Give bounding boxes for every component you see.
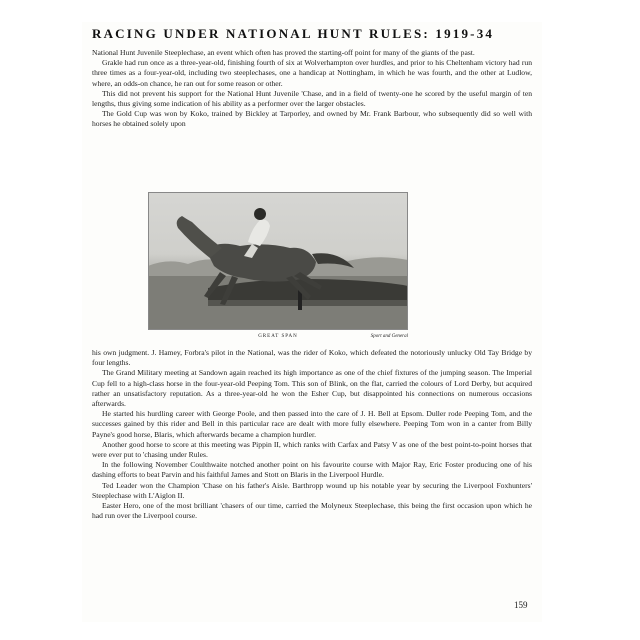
running-head: RACING UNDER NATIONAL HUNT RULES: 1919-34 bbox=[92, 26, 495, 41]
paragraph: In the following November Coulthwaite notched another point on his favourite course with Major Ray, Eric Foster producing one of his dashing efforts to beat Parvin and his faithful James and Stott on Blaris in the Liverpool Hurdle. bbox=[92, 460, 532, 480]
paragraph: National Hunt Juvenile Steeplechase, an event which often has proved the starting-off point for many of the giants of the past. bbox=[92, 48, 475, 57]
photo-caption: GREAT SPAN bbox=[258, 334, 298, 339]
paragraph: Ted Leader won the Champion 'Chase on his father's Aisle. Barthropp wound up his notable year by securing the Liverpool Foxhunters' Steeplechase with L'Aiglon II. bbox=[92, 480, 532, 500]
paragraph: Easter Hero, one of the most brilliant 'chasers of our time, carried the Molyneux Steeplechase, this being the first occasion upon which he had run over the Liverpool course. bbox=[92, 501, 532, 521]
paragraph: Grakle had run once as a three-year-old, finishing fourth of six at Wolverhampton over hurdles, and prior to his Cheltenham victory had run three times as a four-year-old, including two steeplechases, one a handicap at Nottingham, in which he was fourth, and the other at Ludlow, where, an odds-on chance, he ran out for some reason or other. bbox=[92, 58, 532, 88]
paragraph: his own judgment. J. Hamey, Forbra's pilot in the National, was the rider of Koko, which defeated the notoriously unlucky Old Tay Bridge by four lengths. bbox=[92, 348, 532, 368]
paragraph: He started his hurdling career with George Poole, and then passed into the care of J. H. Bell at Epsom. Duller rode Peeping Tom, and the successes gained by this rider and Bell in this particular race are dealt with more fully elsewhere. Peeping Tom won in a canter from Billy Payne's good horse, Blaris, which afterwards became a champion hurdler. bbox=[92, 409, 532, 439]
body-text-top bbox=[92, 48, 532, 130]
paragraph: The Grand Military meeting at Sandown again reached its high importance as one of the chief fixtures of the jumping season. The Imperial Cup fell to a high-class horse in the four-year-old Peeping Tom. This son of Blink, on the flat, carried the colours of Lord Derby, but acquired rather an unsatisfactory reputation. As a three-year-old he won the Esher Cup, but disappointed his connections on numerous occasions afterwards. bbox=[92, 368, 532, 409]
photo-caption-row bbox=[148, 334, 408, 344]
page-number: 159 bbox=[514, 600, 528, 610]
photo-credit: Sport and General bbox=[370, 334, 408, 339]
paragraph: This did not prevent his support for the National Hunt Juvenile 'Chase, and in a field of twenty-one he scored by the useful margin of ten lengths, thus giving some indication of his ability as a performer over the larger obstacles. bbox=[92, 88, 532, 109]
jockey-silks bbox=[248, 220, 270, 246]
fence-rail bbox=[208, 300, 408, 306]
paragraph: The Gold Cup was won by Koko, trained by Bickley at Tarporley, and owned by Mr. Frank Barbour, who subsequently did so well with horses he obtained solely upon bbox=[92, 109, 532, 129]
body-text-bottom bbox=[92, 348, 532, 521]
photo-illustration bbox=[148, 192, 408, 330]
paragraph: Another good horse to score at this meeting was Pippin II, which ranks with Carfax and Patsy V as one of the best point-to-point horses that were ever put to 'chasing under Rules. bbox=[92, 439, 532, 460]
horse-head bbox=[177, 216, 222, 258]
jockey-cap bbox=[254, 208, 266, 220]
horse-jumping-photo bbox=[148, 192, 408, 330]
